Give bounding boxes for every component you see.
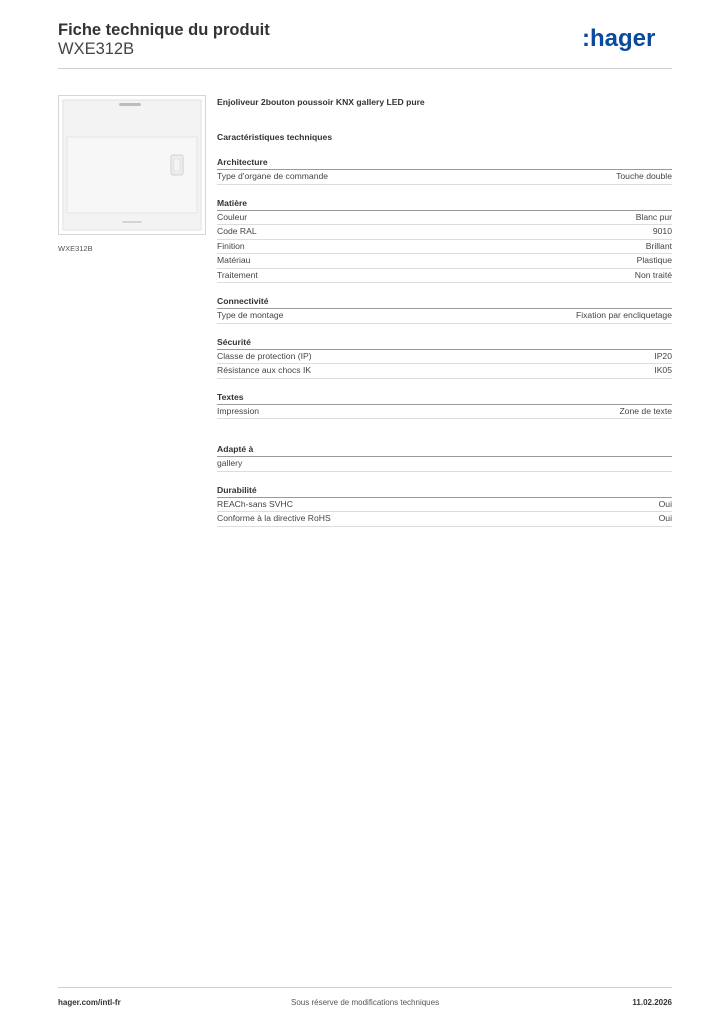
spec-row: [217, 211, 672, 226]
spec-label: Couleur: [217, 211, 248, 222]
spec-label: REACh-sans SVHC: [217, 498, 293, 509]
spec-label: Type de montage: [217, 310, 284, 320]
spec-value: Oui: [658, 498, 672, 509]
specifications-panel: [217, 95, 672, 527]
spec-value: 9010: [652, 226, 672, 236]
spec-group-title: Durabilité: [217, 484, 672, 498]
spec-row: [217, 254, 672, 269]
spec-value: Brillant: [645, 240, 672, 251]
image-caption: WXE312B: [58, 244, 93, 253]
spec-group-title: Connectivité: [217, 295, 672, 309]
spec-value: Touche double: [616, 171, 672, 181]
spec-row: [217, 405, 672, 420]
spec-label: Matériau: [217, 255, 251, 265]
spec-label: gallery: [217, 458, 243, 468]
spec-label: Conforme à la directive RoHS: [217, 513, 331, 523]
hager-logo: [582, 26, 672, 52]
spec-group-matiere: [217, 197, 672, 284]
spec-group-title: Sécurité: [217, 336, 672, 350]
footer-date: 11.02.2026: [632, 998, 672, 1007]
specifications-heading: Caractéristiques techniques: [217, 132, 333, 142]
spec-value: Non traité: [634, 269, 672, 280]
spec-group-securite: [217, 336, 672, 379]
spec-row: [217, 457, 672, 472]
spec-row: [217, 240, 672, 255]
footer-disclaimer: Sous réserve de modifications techniques: [291, 998, 440, 1007]
spec-value: Zone de texte: [619, 405, 672, 416]
product-reference: WXE312B: [58, 40, 135, 58]
product-image: [58, 95, 206, 235]
spec-row: [217, 170, 672, 185]
spec-label: Traitement: [217, 269, 258, 280]
hager-logo-text: :hager: [582, 26, 656, 52]
spec-group-architecture: [217, 156, 672, 185]
spec-group-title: Textes: [217, 391, 672, 405]
header-divider: [58, 68, 672, 69]
spec-group-adapte: [217, 443, 672, 472]
spec-group-textes: [217, 391, 672, 420]
spec-label: Code RAL: [217, 226, 257, 236]
spec-label: Finition: [217, 240, 245, 251]
spec-row: [217, 309, 672, 324]
spec-row: [217, 364, 672, 379]
website-link[interactable]: hager.com/intl-fr: [58, 998, 121, 1007]
product-name: Enjoliveur 2bouton poussoir KNX gallery LED pure: [217, 97, 425, 107]
spec-row: [217, 498, 672, 513]
spec-value: Plastique: [636, 255, 672, 265]
footer-divider: [58, 987, 672, 988]
spec-value: IK05: [654, 365, 672, 375]
spec-label: Résistance aux chocs IK: [217, 365, 312, 375]
spec-value: Oui: [658, 513, 672, 523]
spec-label: Impression: [217, 405, 260, 416]
spec-label: Type d'organe de commande: [217, 171, 329, 181]
spec-value: IP20: [654, 350, 672, 361]
spec-row: [217, 225, 672, 240]
page-title: Fiche technique du produit: [58, 21, 270, 39]
spec-value: Fixation par encliquetage: [575, 310, 672, 320]
spec-group-title: Matière: [217, 197, 672, 211]
spec-value: Blanc pur: [635, 211, 672, 222]
spec-group-durabilite: [217, 484, 672, 527]
spec-row: [217, 512, 672, 527]
spec-group-title: Architecture: [217, 156, 672, 170]
spec-group-connectivite: [217, 295, 672, 324]
spec-label: Classe de protection (IP): [217, 350, 312, 361]
page-header: [58, 18, 672, 68]
spec-group-title: Adapté à: [217, 443, 672, 457]
push-button-cover-illustration: [59, 96, 205, 234]
spec-row: [217, 350, 672, 365]
spec-row: [217, 269, 672, 284]
